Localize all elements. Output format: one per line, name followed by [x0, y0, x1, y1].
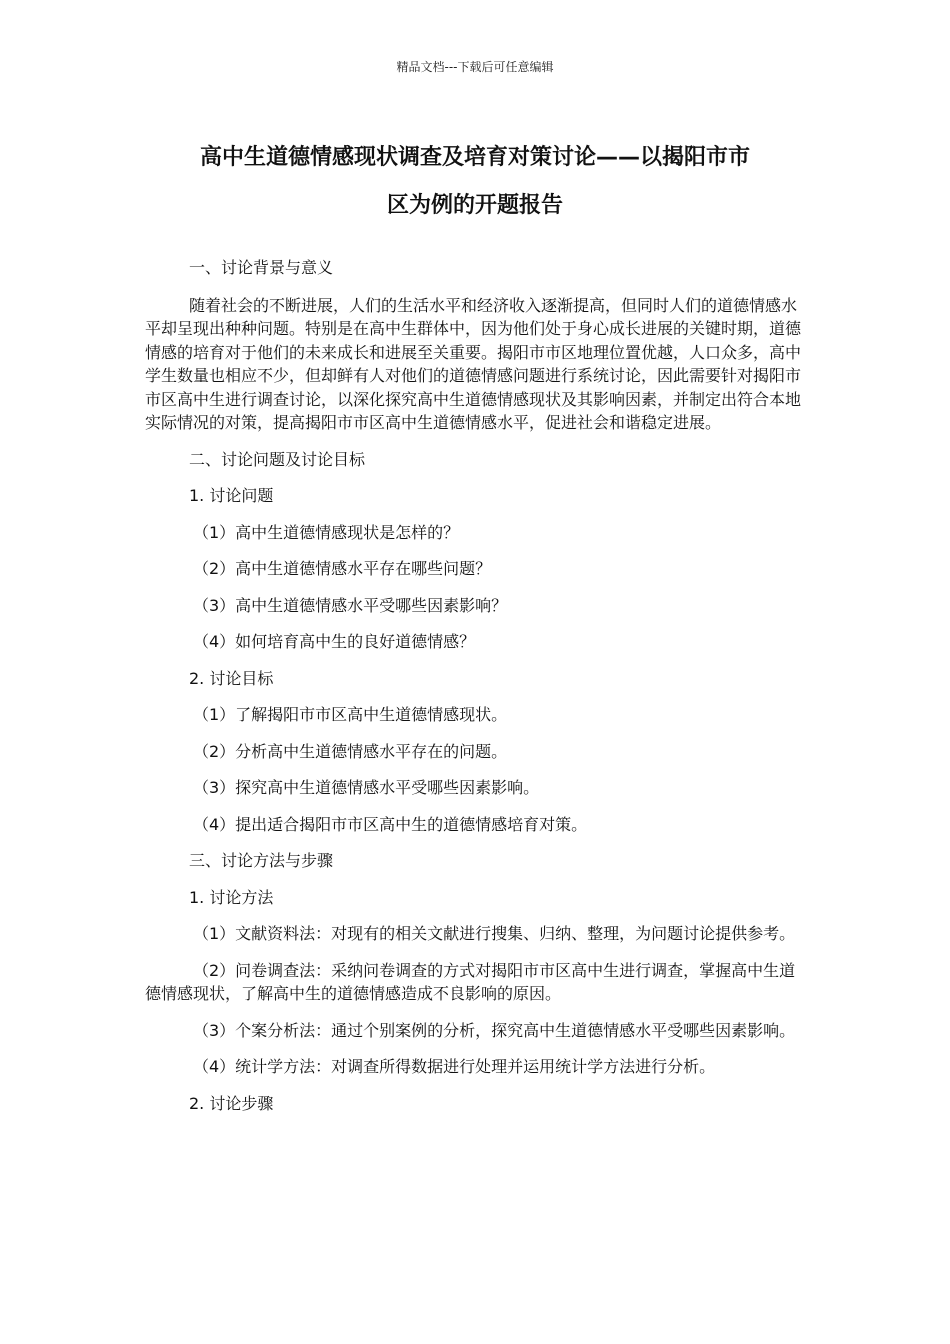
document-body	[145, 256, 805, 1115]
question-item: （4）如何培育高中生的良好道德情感？	[193, 632, 476, 651]
title-line-2: 区为例的开题报告	[386, 193, 563, 218]
section-1-heading: 一、讨论背景与意义	[189, 258, 334, 277]
method-item: （2）问卷调查法：采纳问卷调查的方式对揭阳市市区高中生进行调查，掌握高中生道德情感现状，了解高中生的道德情感造成不良影响的原因。	[145, 960, 796, 1003]
header-note: 精品文档---下载后可任意编辑	[396, 60, 554, 74]
goal-item: （1）了解揭阳市市区高中生道德情感现状。	[193, 705, 508, 724]
section-2-subheading-2: 2. 讨论目标	[189, 668, 274, 688]
method-item: （1）文献资料法：对现有的相关文献进行搜集、归纳、整理，为问题讨论提供参考。	[193, 924, 796, 943]
section-2-subheading-1: 1. 讨论问题	[189, 486, 274, 505]
section-3-subheading-1: 1. 讨论方法	[189, 887, 274, 907]
question-item: （2）高中生道德情感水平存在哪些问题？	[193, 559, 492, 578]
question-item: （3）高中生道德情感水平受哪些因素影响？	[193, 595, 508, 615]
goal-item: （4）提出适合揭阳市市区高中生的道德情感培育对策。	[193, 814, 588, 834]
method-item: （4）统计学方法：对调查所得数据进行处理并运用统计学方法进行分析。	[193, 1057, 716, 1076]
document-title	[145, 134, 805, 230]
title-line-1: 高中生道德情感现状调查及培育对策讨论——以揭阳市市	[199, 145, 750, 170]
section-3-subheading-2: 2. 讨论步骤	[189, 1093, 274, 1113]
method-item: （3）个案分析法：通过个别案例的分析，探究高中生道德情感水平受哪些因素影响。	[193, 1020, 796, 1040]
section-2-heading: 二、讨论问题及讨论目标	[189, 449, 366, 469]
question-item: （1）高中生道德情感现状是怎样的？	[193, 522, 460, 542]
goal-item: （3）探究高中生道德情感水平受哪些因素影响。	[193, 778, 540, 797]
goal-item: （2）分析高中生道德情感水平存在的问题。	[193, 741, 508, 761]
section-1-paragraph: 随着社会的不断进展，人们的生活水平和经济收入逐渐提高，但同时人们的道德情感水平却呈现出种种问题。特别是在高中生群体中，因为他们处于身心成长进展的关键时期，道德情感的培育对于他们的未来成长和进展至关重要。揭阳市市区地理位置优越，人口众多，高中学生数量也相应不少，但却鲜有人对他们的道德情感问题进行系统讨论，因此需要针对揭阳市市区高中生进行调查讨论，以深化探究高中生道德情感现状及其影响因素，并制定出符合本地实际情况的对策，提高揭阳市市区高中生道德情感水平，促进社会和谐稳定进展。	[145, 295, 802, 432]
section-3-heading: 三、讨论方法与步骤	[189, 851, 334, 870]
